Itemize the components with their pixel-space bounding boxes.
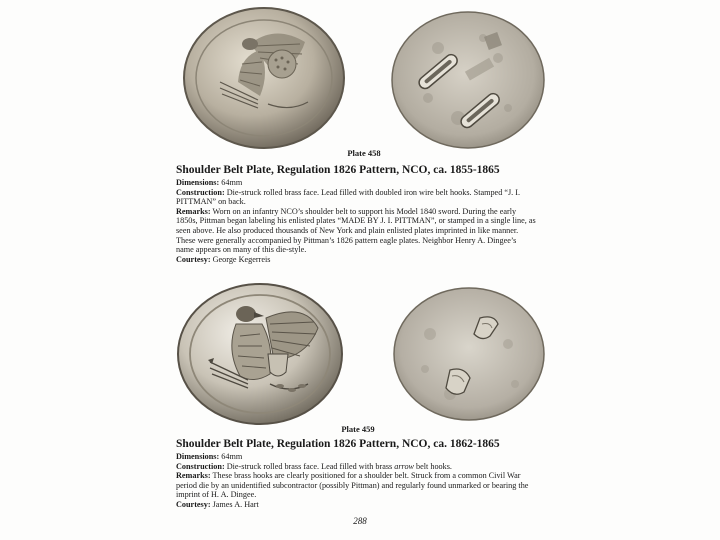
remarks-text-line: name appears on many of this die-style.: [176, 245, 307, 255]
plate-458-courtesy: [176, 255, 548, 265]
remarks-label: Remarks:: [176, 471, 211, 481]
plate-458-remarks: [176, 207, 548, 217]
dimensions-value: 64mm: [221, 178, 243, 187]
plate-459-label: Plate 459: [341, 424, 375, 434]
remarks-text-line: imprint of H. A. Dingee.: [176, 490, 257, 500]
plate-459-courtesy: [176, 500, 548, 510]
construction-text: Die-struck rolled brass face. Lead filled with brass: [226, 461, 395, 471]
remarks-text-line: seen above. He also produced thousands of New York and plain enlisted plates imprinted in like manner.: [176, 225, 519, 235]
construction-text-cont: PITTMAN” on back.: [176, 197, 246, 207]
plate-459-entry: [176, 438, 548, 510]
remarks-text-line: These were generally accompanied by Pittman’s 1826 pattern eagle plates. Neighbor Henry A. Dingee’s: [176, 235, 517, 245]
construction-label: Construction:: [176, 187, 225, 197]
plate-459-back-photo: [390, 284, 548, 424]
plate-459-front-photo: [174, 280, 346, 428]
remarks-text: These brass hooks are clearly positioned for a shoulder belt. Struck from a common Civil War: [212, 471, 521, 481]
plate-458-front-photo: [180, 4, 348, 152]
plate-458-entry: [176, 164, 548, 264]
construction-emphasis: arrow: [394, 461, 414, 471]
remarks-label: Remarks:: [176, 206, 211, 216]
dimensions-value: 64mm: [221, 452, 243, 461]
plate-459-title: Shoulder Belt Plate, Regulation 1826 Pattern, NCO, ca. 1862-1865: [176, 438, 500, 450]
plate-458-back-photo: [388, 8, 548, 152]
courtesy-label: Courtesy:: [176, 499, 211, 509]
courtesy-value: James A. Hart: [212, 499, 259, 509]
remarks-text-line: period die by an unidentified subcontractor (possibly Pittman) and regularly found unmarked or bearing the: [176, 480, 529, 490]
plate-459-dimensions: [176, 452, 548, 462]
dimensions-label: Dimensions:: [176, 452, 220, 461]
remarks-text-line: 1850s, Pittman began labeling his enlisted plates “MADE BY J. I. PITTMAN”, or stamped in a single line, as: [176, 216, 536, 226]
construction-label: Construction:: [176, 461, 225, 471]
plate-459-construction: [176, 462, 548, 472]
plate-458-dimensions: [176, 178, 548, 188]
remarks-text: Worn on an infantry NCO’s shoulder belt to support his Model 1840 sword. During the early: [212, 206, 517, 216]
construction-text: Die-struck rolled brass face. Lead filled with doubled iron wire belt hooks. Stamped “J. I.: [226, 187, 521, 197]
page-number: 288: [353, 516, 367, 526]
dimensions-label: Dimensions:: [176, 178, 220, 187]
construction-text-end: belt hooks.: [414, 461, 452, 471]
plate-458-label: Plate 458: [347, 148, 381, 158]
plate-458-title: Shoulder Belt Plate, Regulation 1826 Pattern, NCO, ca. 1855-1865: [176, 164, 500, 176]
courtesy-value: George Kegerreis: [212, 254, 271, 264]
plate-459-remarks: [176, 471, 548, 481]
courtesy-label: Courtesy:: [176, 254, 211, 264]
plate-458-construction: [176, 188, 548, 198]
